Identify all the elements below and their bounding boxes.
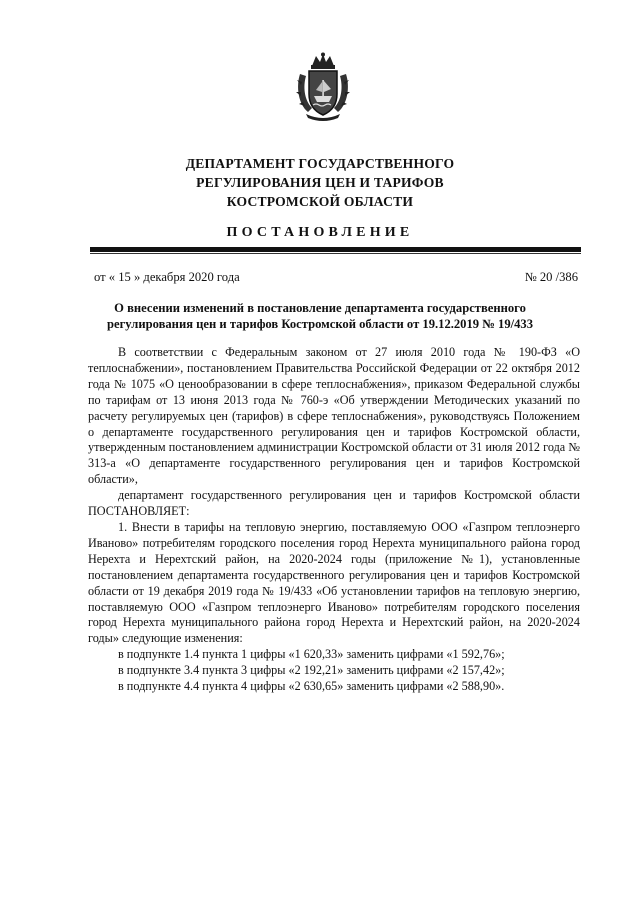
coat-of-arms-icon — [294, 52, 352, 122]
org-line-2: РЕГУЛИРОВАНИЯ ЦЕН И ТАРИФОВ — [196, 175, 444, 190]
document-number: № 20 /386 — [524, 270, 578, 284]
org-line-1: ДЕПАРТАМЕНТ ГОСУДАРСТВЕННОГО — [185, 156, 455, 171]
emblem — [294, 52, 352, 122]
organization-name — [0, 154, 640, 211]
paragraph-change-1: в подпункте 1.4 пункта 1 цифры «1 620,33» заменить цифрами «1 592,76»; — [118, 647, 505, 662]
document-title: О внесении изменений в постановление департамента государственного регулирования цен и тарифов Костромской области от 19.12.2019 № 19/433 — [106, 301, 534, 331]
document-date: от « 15 » декабря 2020 года — [94, 270, 240, 284]
document-body — [88, 345, 580, 695]
header-divider-thin — [90, 253, 581, 254]
header-divider — [90, 247, 581, 252]
paragraph-change-3: в подпункте 4.4 пункта 4 цифры «2 630,65» заменить цифрами «2 588,90». — [118, 679, 505, 694]
paragraph-preamble: В соответствии с Федеральным законом от 27 июля 2010 года № 190-ФЗ «О теплоснабжении», постановлением Правительства Российской Федерации от 22 октября 2012 года № 1075 «О ценообразовании в сфере теплоснабжения», приказом Федеральной службы по тарифам от 13 июня 2013 года № 760-э «Об утверждении Методических указаний по расчету регулируемых цен (тарифов) в сфере теплоснабжения», руководствуясь Положением о департаменте государственного регулирования цен и тарифов Костромской области, утвержденным постановлением администрации Костромской области от 31 июля 2012 года № 313-а «О департаменте государственного регулирования цен и тарифов Костромской области», — [88, 345, 580, 487]
org-line-3: КОСТРОМСКОЙ ОБЛАСТИ — [226, 194, 414, 209]
document-type: ПОСТАНОВЛЕНИЕ — [226, 225, 414, 240]
paragraph-change-2: в подпункте 3.4 пункта 3 цифры «2 192,21» заменить цифрами «2 157,42»; — [118, 663, 505, 678]
paragraph-resolves: департамент государственного регулирования цен и тарифов Костромской области ПОСТАНОВЛЯЕТ: — [88, 488, 580, 519]
paragraph-item-1: 1. Внести в тарифы на тепловую энергию, поставляемую ООО «Газпром теплоэнерго Иваново» потребителям городского поселения город Нерехта муниципального района город Нерехта и Нерехтский район, на 2020-2024 годы (приложение №1), установленные постановлением департамента государственного регулирования цен и тарифов Костромской области от 19 декабря 2019 года № 19/433 «Об установлении тарифов на тепловую энергию, поставляемую ООО «Газпром теплоэнерго Иваново» потребителям городского поселения город Нерехта муниципального района город Нерехта и Нерехтский район, на 2020-2024 годы» следующие изменения: — [88, 519, 580, 646]
